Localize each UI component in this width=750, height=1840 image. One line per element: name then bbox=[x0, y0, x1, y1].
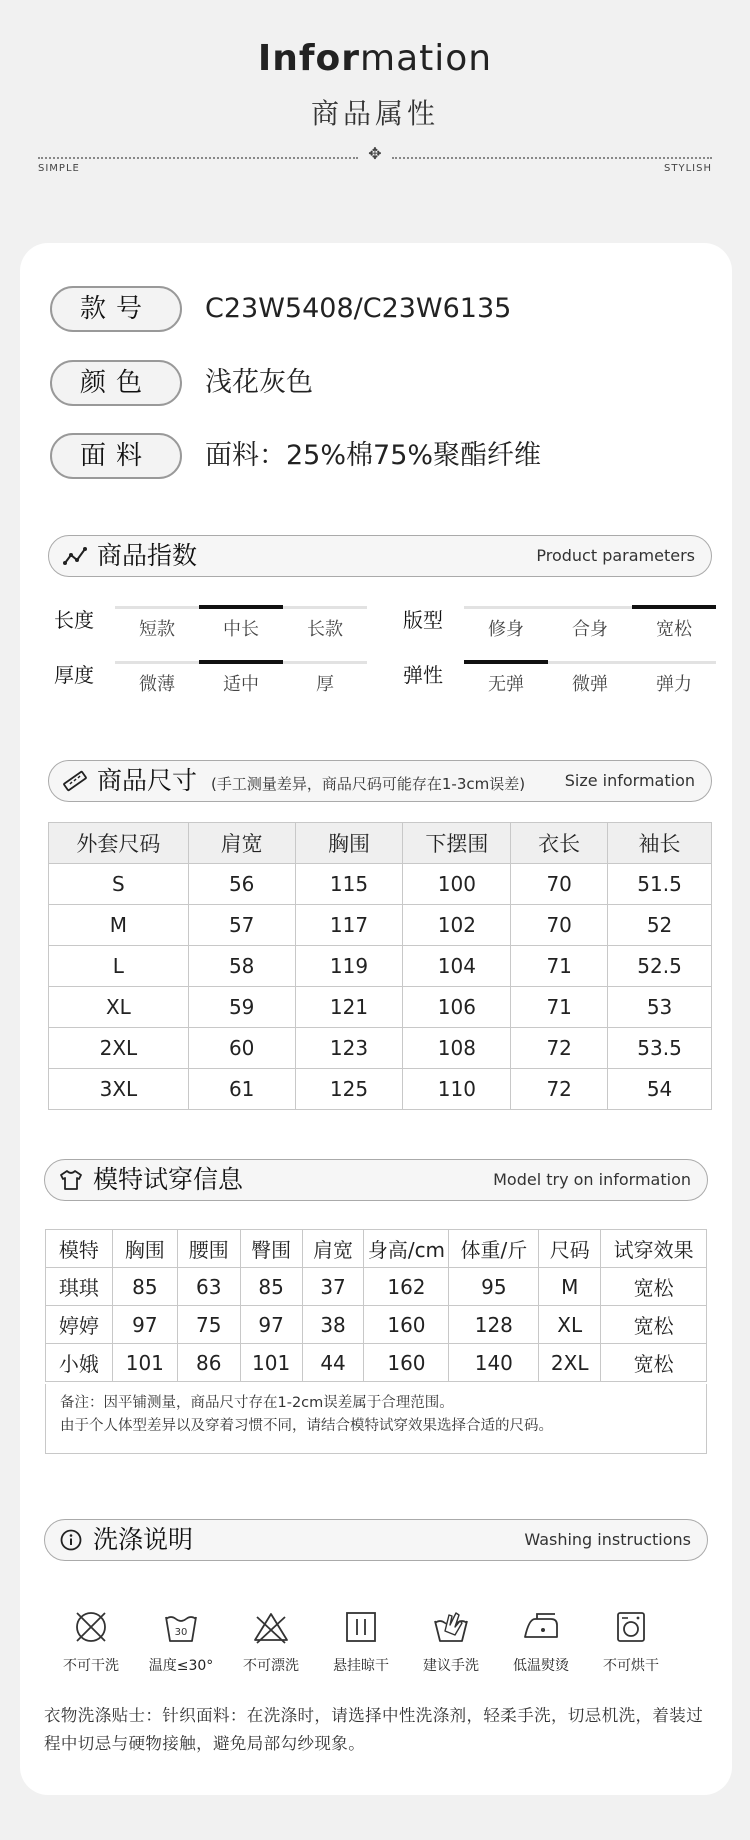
wash-label: 不可干洗 bbox=[63, 1658, 119, 1674]
model-header-cell: 肩宽 bbox=[302, 1230, 364, 1268]
table-cell: 101 bbox=[112, 1344, 177, 1382]
table-cell: 宽松 bbox=[601, 1344, 707, 1382]
table-row bbox=[49, 864, 712, 905]
wash-item-hand-wash bbox=[406, 1607, 496, 1675]
table-cell: 婷婷 bbox=[46, 1306, 113, 1344]
param-option-thick: 厚 bbox=[316, 674, 334, 695]
attr-label-style-no: 款号 bbox=[50, 286, 182, 332]
param-option-no-stretch: 无弹 bbox=[488, 674, 524, 695]
attr-label-fabric: 面料 bbox=[50, 433, 182, 479]
model-table-header bbox=[46, 1230, 707, 1268]
params-subtitle: Product parameters bbox=[536, 546, 695, 565]
low-iron-icon bbox=[521, 1607, 561, 1647]
param-option-short: 短款 bbox=[139, 619, 175, 640]
table-cell: 38 bbox=[302, 1306, 364, 1344]
attr-value-style-no: C23W5408/C23W6135 bbox=[205, 293, 512, 324]
wash-temp-badge: 30 bbox=[174, 1627, 188, 1638]
table-row bbox=[49, 905, 712, 946]
param-option-mid-length: 中长 bbox=[223, 619, 259, 640]
table-cell: 72 bbox=[511, 1069, 608, 1110]
table-cell: 162 bbox=[364, 1268, 449, 1306]
table-cell: 100 bbox=[403, 864, 511, 905]
wash-label: 不可烘干 bbox=[603, 1658, 659, 1674]
table-cell: 44 bbox=[302, 1344, 364, 1382]
table-cell: 70 bbox=[511, 864, 608, 905]
table-cell: 54 bbox=[608, 1069, 712, 1110]
table-cell: 58 bbox=[188, 946, 295, 987]
param-selected-length bbox=[199, 605, 283, 609]
wash-label: 温度≤30° bbox=[148, 1658, 214, 1674]
table-row bbox=[46, 1306, 707, 1344]
param-option-long: 长款 bbox=[307, 619, 343, 640]
model-header-cell: 体重/斤 bbox=[449, 1230, 539, 1268]
remark-line-1: 备注：因平铺测量，商品尺寸存在1-2cm误差属于合理范围。 bbox=[60, 1395, 454, 1411]
wash-item-30-degrees bbox=[136, 1607, 226, 1675]
table-cell: 宽松 bbox=[601, 1306, 707, 1344]
size-header-cell: 肩宽 bbox=[188, 823, 295, 864]
size-table bbox=[48, 822, 712, 1110]
wash-label: 不可漂洗 bbox=[243, 1658, 299, 1674]
table-cell: XL bbox=[539, 1306, 601, 1344]
param-label-elasticity: 弹性 bbox=[403, 663, 443, 687]
table-cell: 160 bbox=[364, 1344, 449, 1382]
wash-item-low-iron bbox=[496, 1607, 586, 1675]
table-cell: L bbox=[49, 946, 189, 987]
table-cell: 70 bbox=[511, 905, 608, 946]
param-option-medium: 适中 bbox=[223, 674, 259, 695]
wash-subtitle: Washing instructions bbox=[524, 1530, 691, 1549]
table-cell: 61 bbox=[188, 1069, 295, 1110]
remark-line-2: 由于个人体型差异以及穿着习惯不同，请结合模特试穿效果选择合适的尺码。 bbox=[60, 1418, 553, 1434]
param-selected-fit bbox=[632, 605, 716, 609]
model-remark bbox=[45, 1384, 707, 1454]
attr-value-color: 浅花灰色 bbox=[205, 367, 313, 398]
table-cell: 52.5 bbox=[608, 946, 712, 987]
model-header-cell: 身高/cm bbox=[364, 1230, 449, 1268]
table-cell: 63 bbox=[177, 1268, 240, 1306]
table-cell: 2XL bbox=[539, 1344, 601, 1382]
table-cell: S bbox=[49, 864, 189, 905]
table-cell: M bbox=[539, 1268, 601, 1306]
table-cell: 97 bbox=[112, 1306, 177, 1344]
table-cell: 60 bbox=[188, 1028, 295, 1069]
table-cell: 140 bbox=[449, 1344, 539, 1382]
table-cell: XL bbox=[49, 987, 189, 1028]
table-cell: 101 bbox=[240, 1344, 302, 1382]
table-cell: 71 bbox=[511, 987, 608, 1028]
table-cell: 51.5 bbox=[608, 864, 712, 905]
table-cell: 57 bbox=[188, 905, 295, 946]
no-dry-clean-icon bbox=[71, 1607, 111, 1647]
model-table bbox=[45, 1229, 707, 1382]
param-option-slight-stretch: 微弹 bbox=[572, 674, 608, 695]
param-option-thin: 微薄 bbox=[139, 674, 175, 695]
table-cell: 106 bbox=[403, 987, 511, 1028]
params-section-header bbox=[48, 535, 712, 577]
info-icon bbox=[59, 1529, 83, 1551]
no-bleach-icon bbox=[251, 1607, 291, 1647]
model-header-cell: 尺码 bbox=[539, 1230, 601, 1268]
table-cell: 53.5 bbox=[608, 1028, 712, 1069]
attr-value-fabric: 面料：25%棉75%聚酯纤维 bbox=[205, 440, 542, 471]
table-cell: 108 bbox=[403, 1028, 511, 1069]
table-cell: 128 bbox=[449, 1306, 539, 1344]
model-header-cell: 腰围 bbox=[177, 1230, 240, 1268]
size-title: 商品尺寸 (手工测量差异，商品尺码可能存在1-3cm误差) bbox=[97, 766, 526, 795]
table-row bbox=[46, 1344, 707, 1382]
model-title: 模特试穿信息 bbox=[93, 1165, 244, 1194]
table-cell: 115 bbox=[295, 864, 403, 905]
hang-dry-icon bbox=[341, 1607, 381, 1647]
table-cell: 160 bbox=[364, 1306, 449, 1344]
hand-wash-icon bbox=[431, 1607, 471, 1647]
cross-ornament-icon: ✥ bbox=[368, 144, 382, 163]
table-cell: 59 bbox=[188, 987, 295, 1028]
no-tumble-dry-icon bbox=[611, 1607, 651, 1647]
table-cell: 95 bbox=[449, 1268, 539, 1306]
table-cell: 123 bbox=[295, 1028, 403, 1069]
tag-stylish: STYLISH bbox=[664, 163, 712, 174]
table-row bbox=[49, 946, 712, 987]
size-header-cell: 下摆围 bbox=[403, 823, 511, 864]
model-subtitle: Model try on information bbox=[493, 1170, 691, 1189]
attr-label-color: 颜色 bbox=[50, 360, 182, 406]
param-option-stretch: 弹力 bbox=[656, 674, 692, 695]
header-title: Information bbox=[257, 38, 493, 79]
tag-simple: SIMPLE bbox=[38, 163, 80, 174]
wash-item-hang-dry bbox=[316, 1607, 406, 1675]
table-cell: 121 bbox=[295, 987, 403, 1028]
wash-item-no-tumble-dry bbox=[586, 1607, 676, 1675]
table-cell: 53 bbox=[608, 987, 712, 1028]
size-header-cell: 衣长 bbox=[511, 823, 608, 864]
size-header-cell: 外套尺码 bbox=[49, 823, 189, 864]
size-table-header bbox=[49, 823, 712, 864]
table-cell: 71 bbox=[511, 946, 608, 987]
param-label-fit: 版型 bbox=[403, 608, 443, 632]
param-selected-elasticity bbox=[464, 660, 548, 664]
table-cell: 56 bbox=[188, 864, 295, 905]
params-title: 商品指数 bbox=[97, 541, 198, 570]
model-header-cell: 试穿效果 bbox=[601, 1230, 707, 1268]
size-section-header bbox=[48, 760, 712, 802]
divider-left bbox=[38, 157, 358, 159]
wash-item-no-bleach bbox=[226, 1607, 316, 1675]
wash-label: 悬挂晾干 bbox=[333, 1658, 389, 1674]
table-row bbox=[49, 1069, 712, 1110]
param-option-regular: 合身 bbox=[572, 619, 608, 640]
wash-item-no-dry-clean bbox=[46, 1607, 136, 1675]
table-row bbox=[49, 987, 712, 1028]
table-cell: 102 bbox=[403, 905, 511, 946]
table-cell: 72 bbox=[511, 1028, 608, 1069]
table-cell: 2XL bbox=[49, 1028, 189, 1069]
size-subtitle: Size information bbox=[564, 771, 695, 790]
model-header-cell: 臀围 bbox=[240, 1230, 302, 1268]
model-header-cell: 模特 bbox=[46, 1230, 113, 1268]
wash-section-header bbox=[44, 1519, 708, 1561]
table-cell: 104 bbox=[403, 946, 511, 987]
table-cell: 117 bbox=[295, 905, 403, 946]
wash-tip: 衣物洗涤贴士：针织面料：在洗涤时，请选择中性洗涤剂，轻柔手洗，切忌机洗，着装过程中切忌与硬物接触，避免局部勾纱现象。 bbox=[44, 1706, 704, 1753]
model-section-header bbox=[44, 1159, 708, 1201]
table-cell: 小娥 bbox=[46, 1344, 113, 1382]
table-cell: 97 bbox=[240, 1306, 302, 1344]
table-cell: 86 bbox=[177, 1344, 240, 1382]
table-cell: 110 bbox=[403, 1069, 511, 1110]
param-label-thickness: 厚度 bbox=[54, 663, 94, 687]
param-selected-thickness bbox=[199, 660, 283, 664]
wash-label: 低温熨烫 bbox=[513, 1658, 569, 1674]
table-cell: 85 bbox=[240, 1268, 302, 1306]
model-header-cell: 胸围 bbox=[112, 1230, 177, 1268]
param-option-loose: 宽松 bbox=[656, 619, 692, 640]
table-cell: 52 bbox=[608, 905, 712, 946]
table-row bbox=[49, 1028, 712, 1069]
table-cell: 琪琪 bbox=[46, 1268, 113, 1306]
table-cell: 3XL bbox=[49, 1069, 189, 1110]
table-cell: 75 bbox=[177, 1306, 240, 1344]
table-cell: 宽松 bbox=[601, 1268, 707, 1306]
table-cell: M bbox=[49, 905, 189, 946]
wash-label: 建议手洗 bbox=[423, 1658, 479, 1674]
ruler-icon bbox=[63, 770, 87, 792]
size-header-cell: 胸围 bbox=[295, 823, 403, 864]
table-cell: 119 bbox=[295, 946, 403, 987]
chart-line-icon bbox=[63, 545, 87, 567]
param-label-length: 长度 bbox=[54, 608, 94, 632]
wash-30-icon bbox=[161, 1607, 201, 1647]
table-cell: 37 bbox=[302, 1268, 364, 1306]
param-option-slim: 修身 bbox=[488, 619, 524, 640]
shirt-icon bbox=[59, 1169, 83, 1191]
table-cell: 85 bbox=[112, 1268, 177, 1306]
divider-right bbox=[392, 157, 712, 159]
table-cell: 125 bbox=[295, 1069, 403, 1110]
size-header-cell: 袖长 bbox=[608, 823, 712, 864]
wash-title: 洗涤说明 bbox=[93, 1525, 194, 1554]
size-note: (手工测量差异，商品尺码可能存在1-3cm误差) bbox=[211, 775, 526, 793]
header-subtitle: 商品属性 bbox=[310, 97, 439, 130]
table-row bbox=[46, 1268, 707, 1306]
